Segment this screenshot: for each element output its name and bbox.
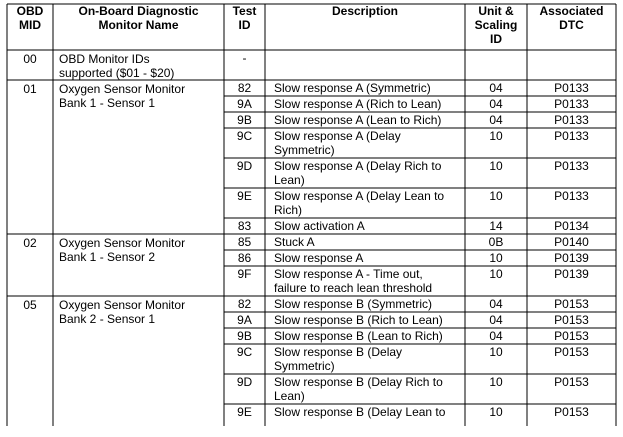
unit-scaling-id: 10 xyxy=(489,267,503,281)
monitor-name-line: Bank 1 - Sensor 1 xyxy=(59,96,156,110)
unit-scaling-id: 04 xyxy=(489,329,503,343)
associated-dtc: P0133 xyxy=(554,129,589,143)
associated-dtc: P0140 xyxy=(554,235,589,249)
description-line: Slow response A (Symmetric) xyxy=(274,81,431,95)
header-mid-line: MID xyxy=(19,18,41,32)
monitor-name-line: supported ($01 - $20) xyxy=(59,66,175,80)
monitor-name-line: OBD Monitor IDs xyxy=(59,52,150,66)
description-line: Rich) xyxy=(274,203,303,217)
obd-mid: 00 xyxy=(23,52,37,66)
header-tid-line: ID xyxy=(238,18,251,32)
test-id: 82 xyxy=(237,81,252,95)
test-id: 82 xyxy=(237,297,252,311)
unit-scaling-id: 04 xyxy=(489,113,503,127)
test-id: 9C xyxy=(236,129,253,143)
associated-dtc: P0134 xyxy=(554,219,589,233)
description-line: Stuck A xyxy=(274,235,315,249)
test-id: 83 xyxy=(237,219,252,233)
description-line: Symmetric) xyxy=(274,143,335,157)
unit-scaling-id: 10 xyxy=(489,189,503,203)
description-line: Lean) xyxy=(274,389,305,403)
description-line: Slow response B (Symmetric) xyxy=(274,297,433,311)
description-line: Symmetric) xyxy=(274,359,335,373)
test-id: 85 xyxy=(237,235,252,249)
header-desc-line: Description xyxy=(331,4,399,18)
monitor-name-line: Oxygen Sensor Monitor xyxy=(59,82,186,96)
description-line: Lean) xyxy=(274,173,305,187)
description-line: Slow response A (Delay Rich to xyxy=(274,159,442,173)
associated-dtc: P0153 xyxy=(554,297,589,311)
header-unit-line: Scaling xyxy=(474,18,518,32)
description-line: failure to reach lean threshold xyxy=(274,281,433,295)
test-id: 9D xyxy=(236,375,253,389)
monitor-name-line: Bank 1 - Sensor 2 xyxy=(59,250,156,264)
description-line: Slow response B (Lean to Rich) xyxy=(274,329,443,343)
description-line: Slow response A (Rich to Lean) xyxy=(274,97,442,111)
description-line: Slow response B (Delay Lean to xyxy=(274,405,446,419)
test-id: 9B xyxy=(237,113,252,127)
unit-scaling-id: 10 xyxy=(489,251,503,265)
header-tid-line: Test xyxy=(232,4,257,18)
test-id: 9D xyxy=(236,159,253,173)
description-line: Slow activation A xyxy=(274,219,365,233)
header-unit-line: ID xyxy=(490,32,502,46)
description-line: Slow response B (Delay xyxy=(274,345,403,359)
monitor-name-line: Oxygen Sensor Monitor xyxy=(59,236,186,250)
description-line: Slow response A (Delay xyxy=(274,129,401,143)
monitor-name-line: Oxygen Sensor Monitor xyxy=(59,298,186,312)
description-line: Slow response A xyxy=(274,251,364,265)
test-id: 9E xyxy=(237,189,252,203)
monitor-name-line: Bank 2 - Sensor 1 xyxy=(59,312,156,326)
unit-scaling-id: 04 xyxy=(489,297,503,311)
associated-dtc: P0139 xyxy=(554,251,589,265)
unit-scaling-id: 04 xyxy=(489,97,503,111)
test-id: 86 xyxy=(237,251,252,265)
associated-dtc: P0133 xyxy=(554,81,589,95)
unit-scaling-id: 10 xyxy=(489,345,503,359)
associated-dtc: P0133 xyxy=(554,97,589,111)
unit-scaling-id: 0B xyxy=(488,235,504,249)
obd-mid: 01 xyxy=(23,82,37,96)
obd-mid: 05 xyxy=(23,298,37,312)
associated-dtc: P0139 xyxy=(554,267,589,281)
associated-dtc: P0133 xyxy=(554,159,589,173)
associated-dtc: P0153 xyxy=(554,345,589,359)
obd-mid: 02 xyxy=(23,236,37,250)
test-id: 9E xyxy=(237,405,252,419)
header-unit-line: Unit & xyxy=(478,4,514,18)
associated-dtc: P0153 xyxy=(554,329,589,343)
associated-dtc: P0133 xyxy=(554,189,589,203)
unit-scaling-id: 10 xyxy=(489,159,503,173)
unit-scaling-id: 10 xyxy=(489,375,503,389)
header-name-line: Monitor Name xyxy=(98,18,179,32)
test-id: - xyxy=(242,51,247,65)
unit-scaling-id: 04 xyxy=(489,81,503,95)
header-name-line: On-Board Diagnostic xyxy=(78,4,199,18)
description-line: Slow response A (Lean to Rich) xyxy=(274,113,442,127)
unit-scaling-id: 10 xyxy=(489,129,503,143)
test-id: 9B xyxy=(237,329,252,343)
unit-scaling-id: 10 xyxy=(489,405,503,419)
associated-dtc: P0133 xyxy=(554,113,589,127)
description-line: Slow response B (Delay Rich to xyxy=(274,375,443,389)
header-mid-line: OBD xyxy=(16,4,44,18)
unit-scaling-id: 04 xyxy=(489,313,503,327)
associated-dtc: P0153 xyxy=(554,405,589,419)
header-dtc-line: DTC xyxy=(559,18,584,32)
test-id: 9F xyxy=(237,267,252,281)
header-dtc-line: Associated xyxy=(539,4,604,18)
test-id: 9C xyxy=(236,345,253,359)
unit-scaling-id: 14 xyxy=(489,219,503,233)
description-line: Slow response A (Delay Lean to xyxy=(274,189,445,203)
associated-dtc: P0153 xyxy=(554,313,589,327)
description-line: Slow response A - Time out, xyxy=(274,267,423,281)
associated-dtc: P0153 xyxy=(554,375,589,389)
description-line: Slow response B (Rich to Lean) xyxy=(274,313,443,327)
test-id: 9A xyxy=(237,97,252,111)
test-id: 9A xyxy=(237,313,252,327)
